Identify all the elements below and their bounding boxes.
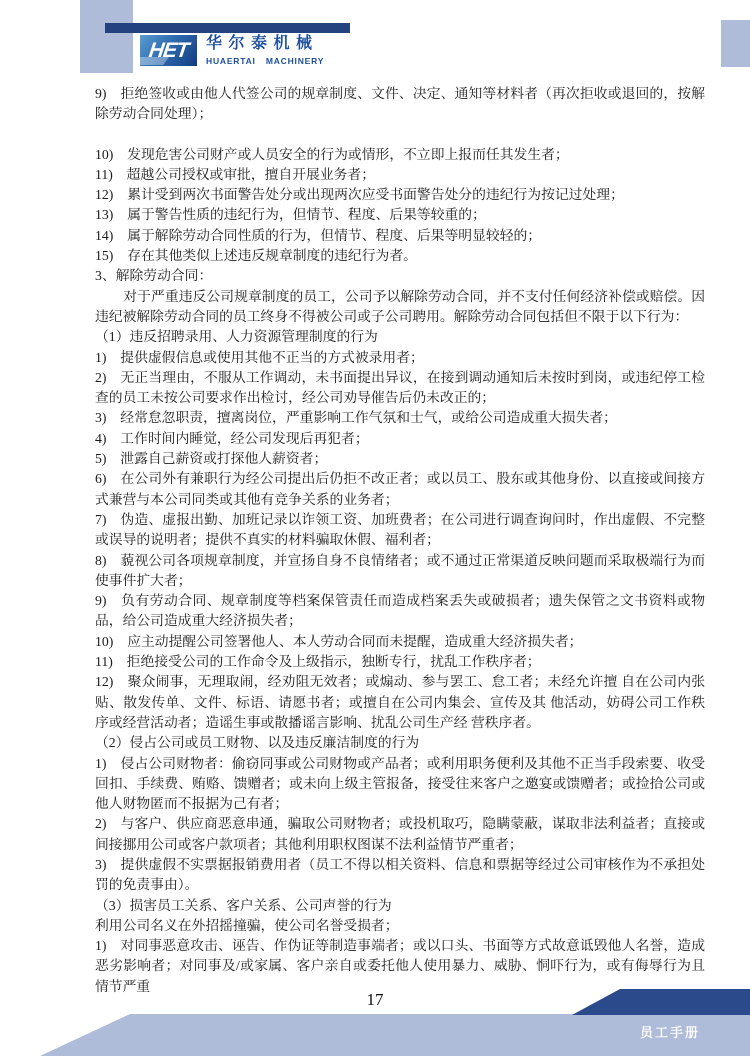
paragraph: 10) 应主动提醒公司签署他人、本人劳动合同而未提醒，造成重大经济损失者； xyxy=(95,633,583,649)
page-number: 17 xyxy=(366,990,384,1009)
paragraph: 11) 拒绝接受公司的工作命令及上级指示，独断专行，扰乱工作秩序者； xyxy=(95,654,541,670)
paragraph: 对于严重违反公司规章制度的员工，公司予以解除劳动合同，并不支付任何经济补偿或赔偿。因违纪被解除劳动合同的员工终身不得被公司或子公司聘用。解除劳动合同包括但不限于以下行为： xyxy=(95,288,705,324)
footer-light-band-decoration xyxy=(0,1014,750,1056)
company-name-english: HUAERTAI MACHINERY xyxy=(206,56,325,66)
footer-handbook-label: 员工手册 xyxy=(640,1025,701,1040)
company-logo xyxy=(140,35,197,66)
body-text xyxy=(95,84,705,997)
paragraph: 12) 累计受到两次书面警告处分或出现两次应受书面警告处分的违纪行为按记过处理； xyxy=(95,187,624,203)
paragraph: 4) 工作时间内睡觉，经公司发现后再犯者； xyxy=(95,430,369,446)
paragraph: 12) 聚众闹事，无理取闹，经劝阻无效者；或煽动、参与罢工、怠工者；未经允许擅 自在公司内张贴、散发传单、文件、标语、请愿书者；或擅自在公司内集会、宣传及其 他活动，妨碍公司工作秩序或经营活动者；造谣生事或散播谣言影响、扰乱公司生产经 营秩序者。 xyxy=(95,674,705,730)
company-logo-text: HET xyxy=(147,39,190,62)
header-right-edge-decoration xyxy=(721,20,750,67)
paragraph: 9) 拒绝签收或由他人代签公司的规章制度、文件、决定、通知等材料者（再次拒收或退回的，按解除劳动合同处理）； xyxy=(95,86,705,122)
paragraph: 9) 负有劳动合同、规章制度等档案保管责任而造成档案丢失或破损者；遗失保管之文书资料或物品，给公司造成重大经济损失者； xyxy=(95,593,705,629)
paragraph: 1) 对同事恶意攻击、诬告、作伪证等制造事端者；或以口头、书面等方式故意诋毁他人名誉，造成恶劣影响者；对同事及/或家属、客户亲自或委托他人使用暴力、威胁、恫吓行为，或有侮辱行为且情节严重 xyxy=(95,938,705,994)
paragraph: 15) 存在其他类似上述违反规章制度的违纪行为者。 xyxy=(95,248,417,264)
paragraph: 1) 提供虚假信息或使用其他不正当的方式被录用者； xyxy=(95,349,424,365)
paragraph: 13) 属于警告性质的违纪行为，但情节、程度、后果等较重的； xyxy=(95,207,486,223)
subsection-heading: （2）侵占公司或员工财物、以及违反廉洁制度的行为 xyxy=(95,735,420,751)
section-heading: 3、解除劳动合同： xyxy=(95,268,213,284)
paragraph: 6) 在公司外有兼职行为经公司提出后仍拒不改正者；或以员工、股东或其他身份、以直接或间接方式兼营与本公司同类或其他有竞争关系的业务者； xyxy=(95,471,705,507)
paragraph: 11) 超越公司授权或审批，擅自开展业务者； xyxy=(95,166,376,182)
company-name-block xyxy=(206,36,324,66)
header-navy-bar-decoration xyxy=(105,23,350,33)
paragraph: 1) 侵占公司财物者：偷窃同事或公司财物或产品者；或利用职务便利及其他不正当手段索要、收受回扣、手续费、贿赂、馈赠者；或未向上级主管报备，接受往来客户之邀宴或馈赠者；或捡拾公司或他人财物匿而不报据为己有者； xyxy=(95,755,705,812)
subsection-heading: （3）损害员工关系、客户关系、公司声誉的行为 xyxy=(95,897,392,913)
paragraph: 2) 无正当理由，不服从工作调动，未书面提出异议，在接到调动通知后未按时到岗，或违纪停工检查的员工未按公司要求作出检讨，经公司劝导催告后仍未改正的； xyxy=(95,369,705,406)
paragraph: 14) 属于解除劳动合同性质的行为，但情节、程度、后果等明显较轻的； xyxy=(95,227,542,243)
paragraph: 10) 发现危害公司财产或人员安全的行为或情形，不立即上报而任其发生者； xyxy=(95,146,569,162)
paragraph: 5) 泄露自己薪资或打探他人薪资者； xyxy=(95,451,328,467)
paragraph: 2) 与客户、供应商恶意串通，骗取公司财物者；或投机取巧，隐瞒蒙蔽，谋取非法利益者；直接或间接挪用公司或客户款项者；其他利用职权图谋不法利益情节严重者； xyxy=(95,816,705,852)
company-name-chinese: 华尔泰机械 xyxy=(206,35,319,52)
paragraph: 7) 伪造、虚报出勤、加班记录以诈领工资、加班费者；在公司进行调查询问时，作出虚假、不完整或误导的说明者；提供不真实的材料骗取休假、福利者； xyxy=(95,511,705,548)
paragraph: 利用公司名义在外招摇撞骗，使公司名誉受损者； xyxy=(95,917,399,933)
paragraph: 3) 经常怠忽职责，擅离岗位，严重影响工作气氛和士气，或给公司造成重大损失者； xyxy=(95,410,617,426)
paragraph: 3) 提供虚假不实票据报销费用者（员工不得以相关资料、信息和票据等经过公司审核作为不承担处罚的免责事由）。 xyxy=(95,856,705,893)
subsection-heading: （1）违反招聘录用、人力资源管理制度的行为 xyxy=(95,329,378,345)
paragraph: 8) 藐视公司各项规章制度，并宣扬自身不良情绪者；或不通过正常渠道反映问题而采取极端行为而使事件扩大者； xyxy=(95,552,705,588)
header-light-square-decoration xyxy=(80,0,133,73)
